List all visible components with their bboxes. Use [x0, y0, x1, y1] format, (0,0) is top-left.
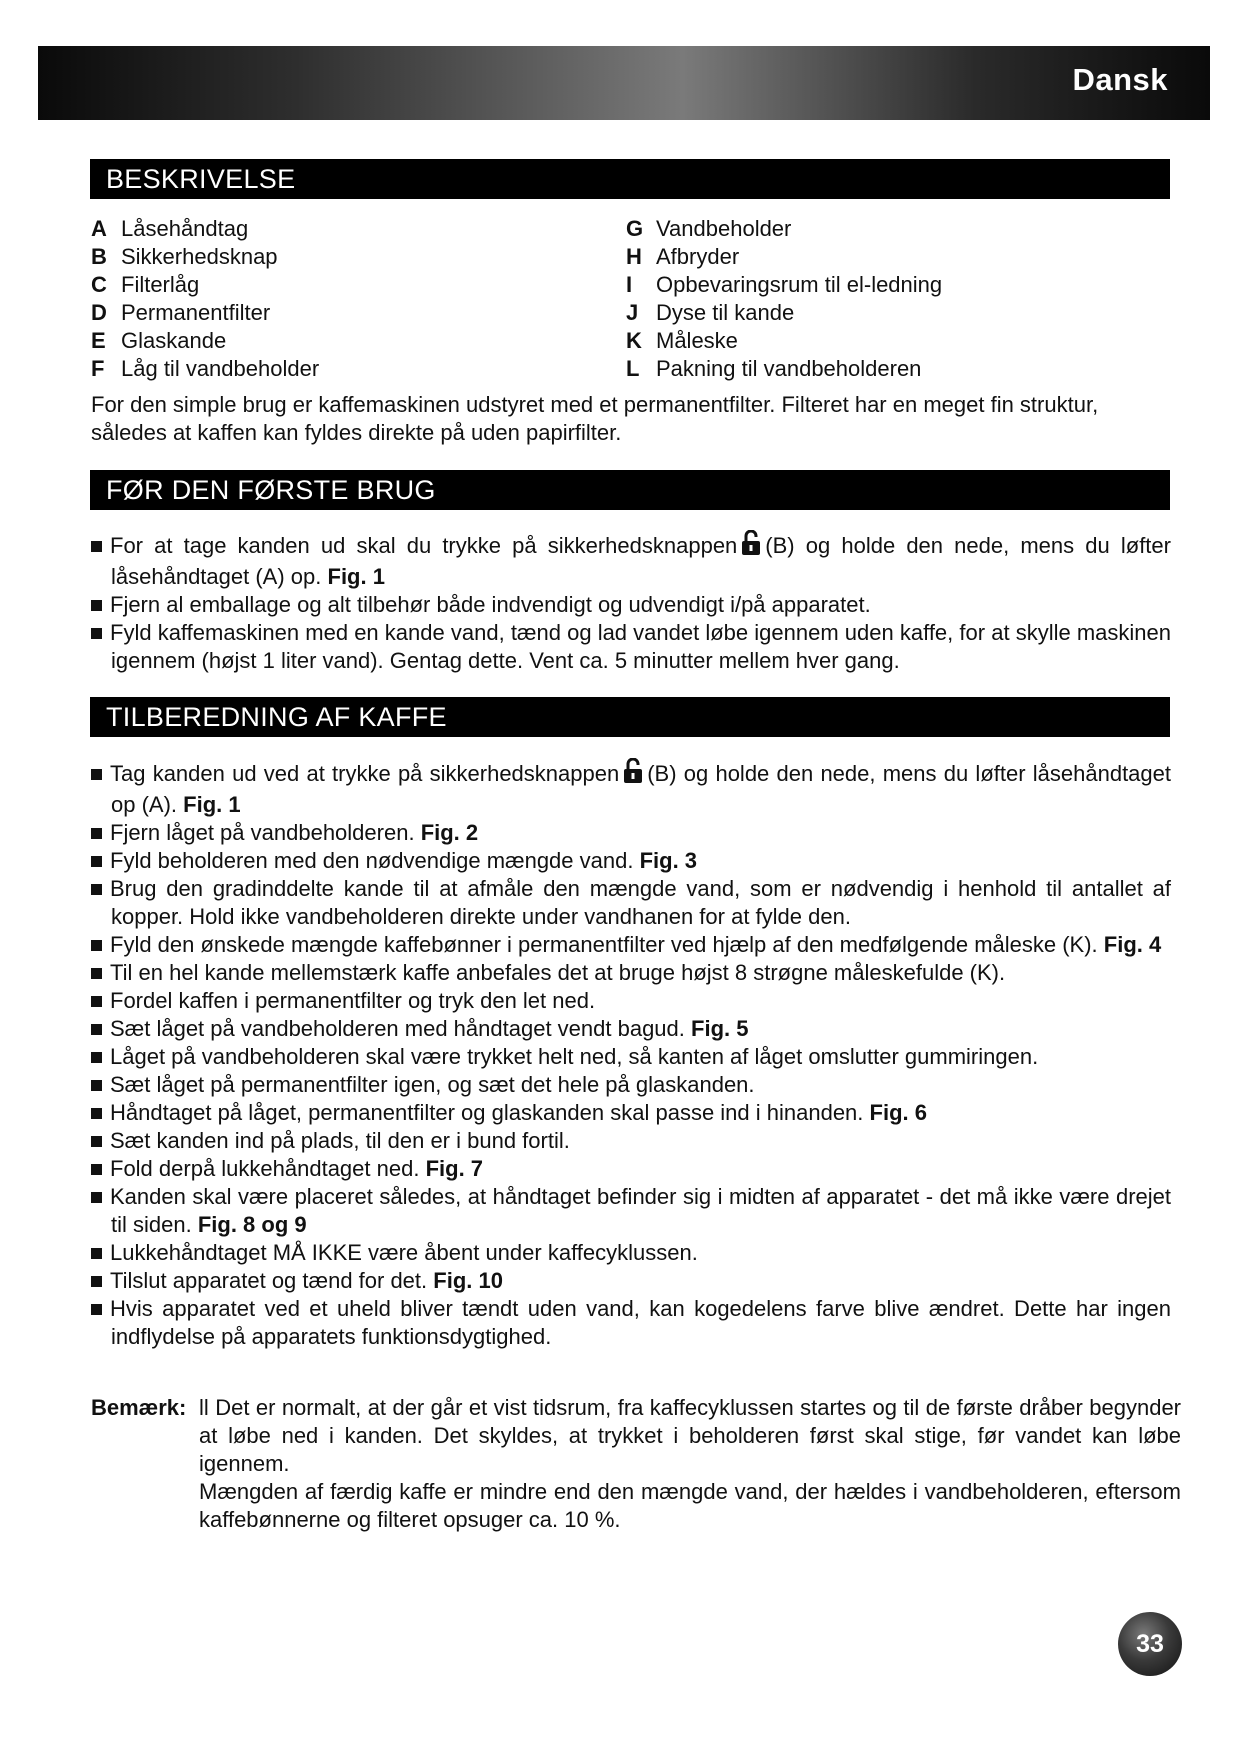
bullet-icon [91, 628, 102, 639]
list-item: Fjern al emballage og alt tilbehør både indvendigt og udvendigt i/på apparatet. [91, 591, 1171, 619]
bullet-icon [91, 884, 102, 895]
note-label: Bemærk: [91, 1395, 187, 1420]
part-item [626, 327, 942, 355]
part-item [626, 243, 942, 271]
figure-reference: Fig. 2 [420, 820, 479, 845]
part-item [91, 215, 319, 243]
bullet-icon [91, 541, 102, 552]
part-label: Vandbeholder [656, 216, 792, 241]
bullet-icon [91, 1052, 102, 1063]
list-item: Til en hel kande mellemstærk kaffe anbefales det at bruge højst 8 strøgne måleskefulde (K). [91, 959, 1171, 987]
part-letter: H [626, 244, 642, 269]
part-label: Opbevaringsrum til el-ledning [656, 272, 943, 297]
part-item [91, 299, 319, 327]
bullet-icon [91, 940, 102, 951]
bullet-icon [91, 600, 102, 611]
bullet-icon [91, 996, 102, 1007]
part-letter: C [91, 272, 107, 297]
list-item: Lukkehåndtaget MÅ IKKE være åbent under kaffecyklussen. [91, 1239, 1171, 1267]
part-label: Pakning til vandbeholderen [656, 356, 922, 381]
note-paragraph: ll Det er normalt, at der går et vist tidsrum, fra kaffecyklussen startes og til de første dråber begynder at løbe ned i kanden. Det skyldes, at trykket i beholderen først skal stige, før vandet kan løbe igennem. [199, 1395, 1181, 1476]
list-item: Fordel kaffen i permanentfilter og tryk den let ned. [91, 987, 1171, 1015]
part-label: Glaskande [121, 328, 227, 353]
bullet-icon [91, 1024, 102, 1035]
page-number: 33 [1118, 1612, 1182, 1676]
parts-list-left [91, 215, 319, 383]
figure-reference: Fig. 5 [691, 1016, 749, 1041]
bullet-icon [91, 1108, 102, 1119]
list-item: Kanden skal være placeret således, at håndtaget befinder sig i midten af apparatet - det må ikke være drejet til siden. Fig. 8 og 9 [91, 1183, 1171, 1239]
part-label: Dyse til kande [656, 300, 795, 325]
unlock-icon [741, 530, 761, 563]
list-item: Sæt låget på permanentfilter igen, og sæt det hele på glaskanden. [91, 1071, 1171, 1099]
bullet-icon [91, 1080, 102, 1091]
section-title-preparation: TILBEREDNING AF KAFFE [90, 697, 1170, 737]
section-title-first-use: FØR DEN FØRSTE BRUG [90, 470, 1170, 510]
list-item: Tag kanden ud ved at trykke på sikkerhedsknappen (B) og holde den nede, mens du løfter låsehåndtaget op (A). Fig. 1 [91, 758, 1171, 819]
part-label: Permanentfilter [121, 300, 271, 325]
figure-reference: Fig. 1 [183, 792, 241, 817]
part-label: Måleske [656, 328, 738, 353]
first-use-list [91, 530, 1171, 675]
list-item: Sæt låget på vandbeholderen med håndtaget vendt bagud. Fig. 5 [91, 1015, 1171, 1043]
part-item [91, 243, 319, 271]
list-item: Hvis apparatet ved et uheld bliver tændt uden vand, kan kogedelens farve blive ændret. Dette har ingen indflydelse på apparatets funktionsdygtighed. [91, 1295, 1171, 1351]
figure-reference: Fig. 7 [425, 1156, 484, 1181]
part-letter: E [91, 328, 106, 353]
language-label: Dansk [1072, 62, 1168, 97]
part-letter: I [626, 272, 633, 297]
part-label: Sikkerhedsknap [121, 244, 278, 269]
list-item: For at tage kanden ud skal du trykke på sikkerhedsknappen (B) og holde den nede, mens du løfter låsehåndtaget (A) op. Fig. 1 [91, 530, 1171, 591]
figure-reference: Fig. 3 [639, 848, 698, 873]
part-label: Låg til vandbeholder [121, 356, 320, 381]
figure-reference: Fig. 1 [327, 564, 385, 589]
note-body [199, 1394, 1181, 1534]
list-item: Fyld den ønskede mængde kaffebønner i permanentfilter ved hjælp af den medfølgende måleske (K). Fig. 4 [91, 931, 1171, 959]
part-item [626, 355, 942, 383]
list-item: Sæt kanden ind på plads, til den er i bund fortil. [91, 1127, 1171, 1155]
bullet-icon [91, 968, 102, 979]
note-paragraph: Mængden af færdig kaffe er mindre end den mængde vand, der hældes i vandbeholderen, eftersom kaffebønnerne og filteret opsuger ca. 10 %. [199, 1479, 1181, 1532]
description-paragraph: For den simple brug er kaffemaskinen udstyret med et permanentfilter. Filteret har en meget fin struktur, således at kaffen kan fyldes direkte på uden papirfilter. [91, 392, 1099, 445]
list-item: Fold derpå lukkehåndtaget ned. Fig. 7 [91, 1155, 1171, 1183]
preparation-list [91, 758, 1171, 1351]
list-item: Brug den gradinddelte kande til at afmåle den mængde vand, som er nødvendig i henhold til antallet af kopper. Hold ikke vandbeholderen direkte under vandhanen for at fylde den. [91, 875, 1171, 931]
part-item [91, 355, 319, 383]
part-label: Låsehåndtag [121, 216, 249, 241]
part-label: Filterlåg [121, 272, 200, 297]
list-item: Tilslut apparatet og tænd for det. Fig. 10 [91, 1267, 1171, 1295]
part-item [626, 299, 942, 327]
bullet-icon [91, 769, 102, 780]
header-banner [38, 46, 1210, 120]
part-label: Afbryder [656, 244, 740, 269]
figure-reference: Fig. 10 [433, 1268, 503, 1293]
part-letter: D [91, 300, 107, 325]
bullet-icon [91, 1192, 102, 1203]
part-letter: L [626, 356, 640, 381]
part-letter: K [626, 328, 642, 353]
bullet-icon [91, 1164, 102, 1175]
part-letter: A [91, 216, 107, 241]
list-item: Fyld beholderen med den nødvendige mængde vand. Fig. 3 [91, 847, 1171, 875]
section-title-description: BESKRIVELSE [90, 159, 1170, 199]
list-item: Fyld kaffemaskinen med en kande vand, tænd og lad vandet løbe igennem uden kaffe, for at skylle maskinen igennem (højst 1 liter vand). Gentag dette. Vent ca. 5 minutter mellem hver gang. [91, 619, 1171, 675]
bullet-icon [91, 1136, 102, 1147]
unlock-icon [623, 758, 643, 791]
figure-reference: Fig. 4 [1103, 932, 1162, 957]
note-block [91, 1394, 1181, 1534]
list-item: Håndtaget på låget, permanentfilter og glaskanden skal passe ind i hinanden. Fig. 6 [91, 1099, 1171, 1127]
bullet-icon [91, 1276, 102, 1287]
part-letter: B [91, 244, 107, 269]
figure-reference: Fig. 6 [869, 1100, 927, 1125]
bullet-icon [91, 1304, 102, 1315]
parts-list-right [626, 215, 942, 383]
part-item [91, 327, 319, 355]
bullet-icon [91, 828, 102, 839]
bullet-icon [91, 1248, 102, 1259]
part-item [626, 271, 942, 299]
list-item: Låget på vandbeholderen skal være trykket helt ned, så kanten af låget omslutter gummiringen. [91, 1043, 1171, 1071]
part-letter: G [626, 216, 644, 241]
list-item: Fjern låget på vandbeholderen. Fig. 2 [91, 819, 1171, 847]
part-letter: F [91, 356, 105, 381]
part-item [91, 271, 319, 299]
bullet-icon [91, 856, 102, 867]
part-item [626, 215, 942, 243]
part-letter: J [626, 300, 639, 325]
figure-reference: Fig. 8 og 9 [197, 1212, 307, 1237]
